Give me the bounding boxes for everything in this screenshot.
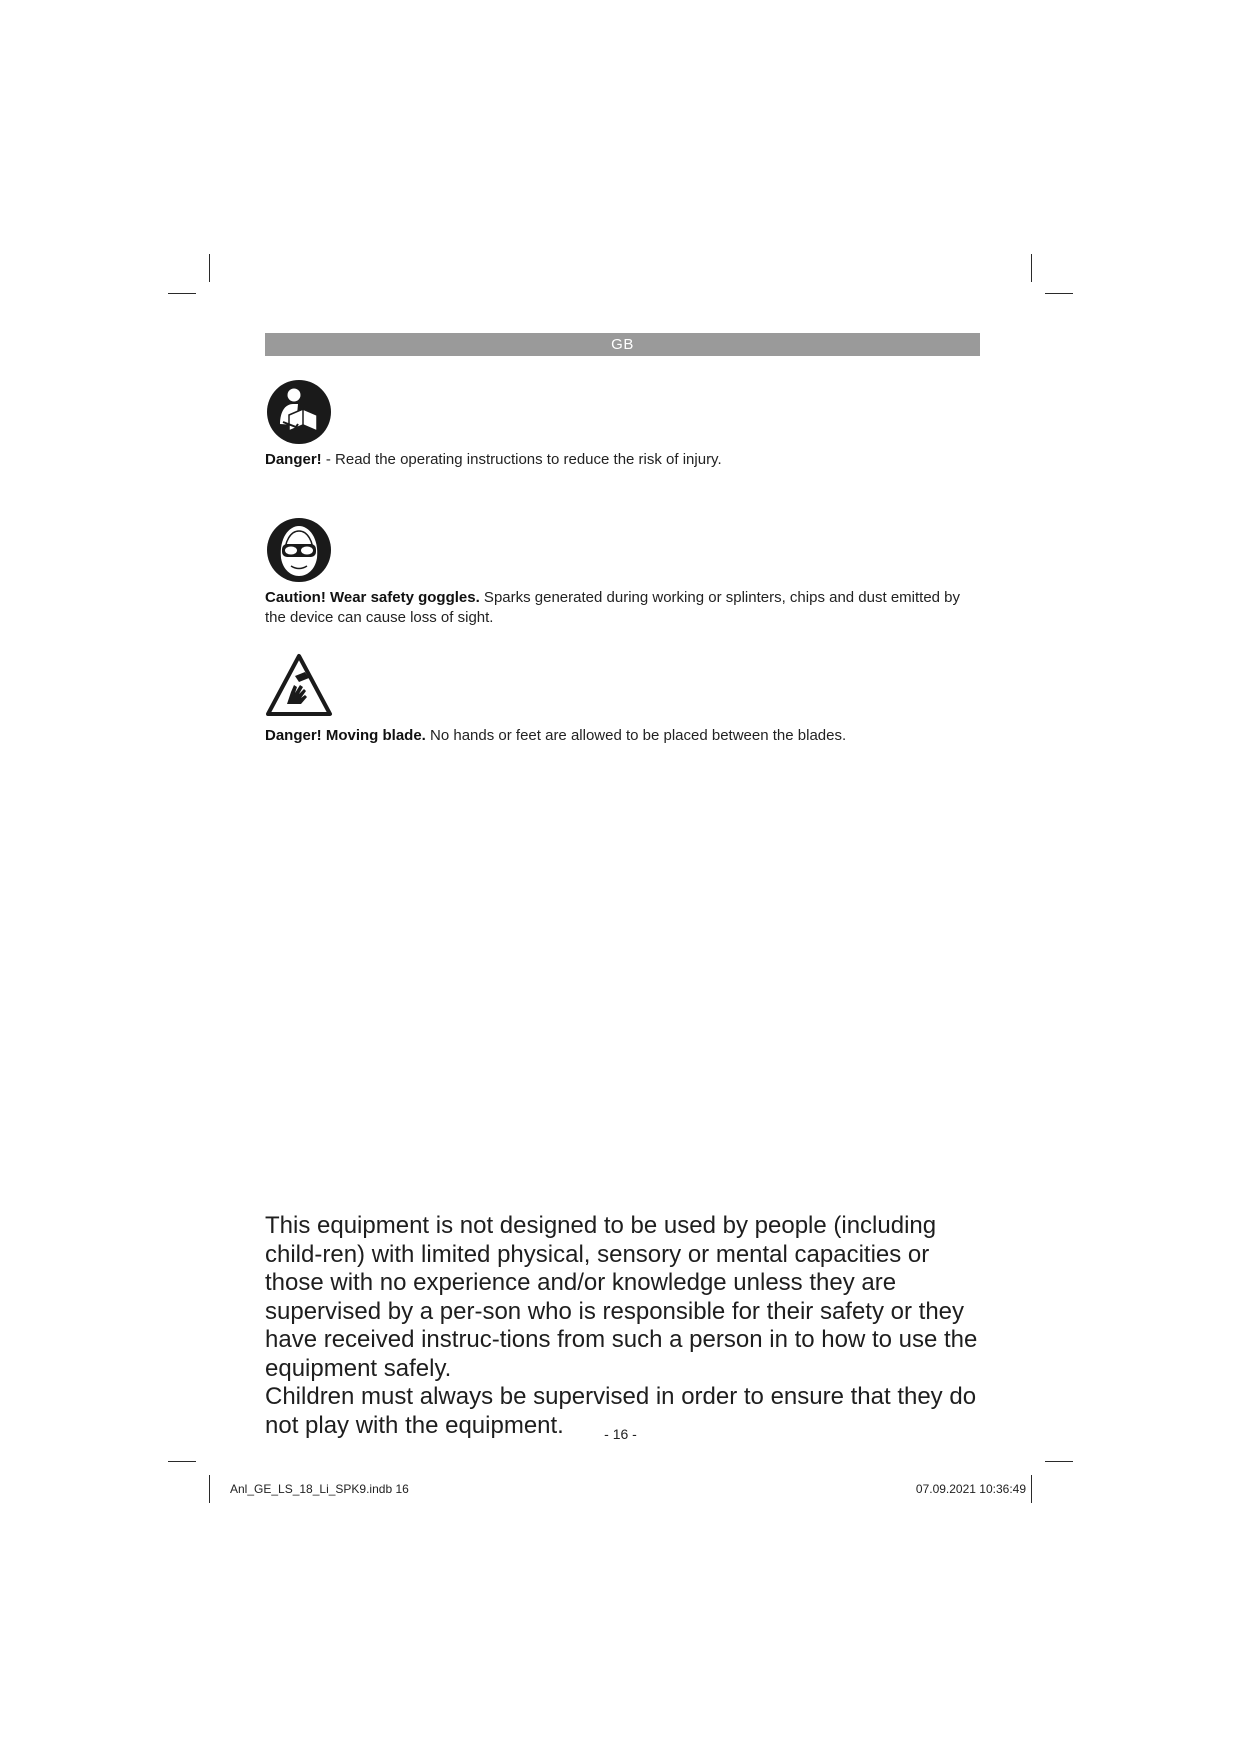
language-header-bar [265,333,980,356]
crop-mark-bottom-right-horizontal [1045,1461,1073,1462]
warning-read-manual-title: Danger! [265,451,322,468]
warning-safety-goggles-text: Sparks generated during working or splinters, chips and dust emitted by the device can cause loss of sight. [265,589,961,626]
warning-safety-goggles-title: Caution! Wear safety goggles. [265,589,480,606]
children-notice-paragraph: Children must always be supervised in order to ensure that they do not play with the equipment. [265,1383,977,1439]
safety-goggles-icon [265,516,333,584]
page-number: - 16 - [604,1426,637,1442]
supervision-notice-paragraph: This equipment is not designed to be used by people (including child-ren) with limited physical, sensory or mental capacities or those with no experience and/or knowledge unless they are supervised by a per-son who is responsible for their safety or they have received instruc-tions from such a person in to how to use the equipment safely. [265,1212,978,1382]
crop-mark-top-right-vertical [1031,254,1032,282]
warning-safety-goggles [265,588,980,628]
crop-mark-top-left-vertical [209,254,210,282]
crop-mark-bottom-left-vertical [209,1475,210,1503]
crop-mark-bottom-left-horizontal [168,1461,196,1462]
language-code: GB [611,336,634,353]
crop-mark-top-left-horizontal [168,293,196,294]
warning-read-manual-text: - Read the operating instructions to reduce the risk of injury. [321,451,722,468]
read-manual-icon [265,378,333,446]
moving-blade-icon [265,652,333,720]
warning-moving-blade-title: Danger! Moving blade. [265,727,426,744]
crop-mark-top-right-horizontal [1045,293,1073,294]
supervision-notice [265,1212,983,1440]
footer-timestamp: 07.09.2021 10:36:49 [915,1482,1026,1496]
warning-moving-blade [265,726,980,746]
warning-read-manual [265,450,980,470]
footer-file-name: Anl_GE_LS_18_Li_SPK9.indb 16 [230,1482,409,1496]
warning-moving-blade-text: No hands or feet are allowed to be placed between the blades. [425,727,847,744]
crop-mark-bottom-right-vertical [1031,1475,1032,1503]
